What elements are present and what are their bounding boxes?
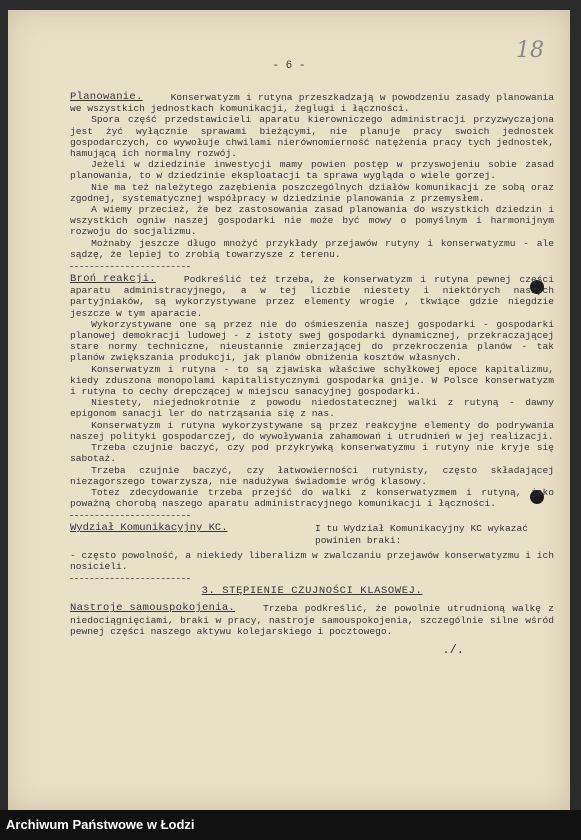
paragraph: Trzeba czujnie baczyć, czy łatwowierności rutynisty, często składającej niezagorszego towarzysza, nie nadużywa świadomie wróg klasowy. <box>70 464 554 487</box>
section-heading: Broń reakcji. <box>70 273 156 286</box>
separator-line <box>70 266 190 267</box>
paragraph: Totez zdecydowanie trzeba przejść do walki z konserwatyzmem i rutyną, jako poważną chorobą naszego aparatu administracyjnego komunikacji i łączności. <box>70 486 554 510</box>
archive-footer: Archiwum Państwowe w Łodzi <box>0 810 581 840</box>
paragraph: Podkreślić też trzeba, że konserwatyzm i rutyna pewnej części aparatu administracyjnego, a w tej liczbie niestety i niektórych naszych partyjniaków, są wykorzystywane przez elementy wrogie , tkwiące gdzie niegdzie jeszcze w tym aparacie. <box>70 274 554 319</box>
paragraph: Konserwatyzm i rutyna - to są zjawiska właściwe schyłkowej epoce kapitalizmu, kiedy zduszona monopolami kapitalistycznymi gospodarka gnije. W Polsce konserwatyzm i rutyna to cechy drepczącej w miejscu sanacyjnej gospodarki. <box>70 363 554 398</box>
separator-line <box>70 578 190 579</box>
section-wydzial <box>70 523 554 545</box>
paragraph: Trzeba podkreślić, że powolnie utrudnioną walkę z niedociągnięciami, braki w pracy, nastroje samouspokojenia, szczególnie silne wśród pewnej części naszego aktywu kolejarskiego i pocztowego. <box>70 603 554 637</box>
section-heading: Planowanie. <box>70 91 143 103</box>
separator-line <box>70 515 190 516</box>
paragraph: Spora część przedstawicieli aparatu kierowniczego administracji przyzwyczajona jest żyć wyłącznie sprawami bieżącymi, nie planuje pracy swoich jednostek gospodarczych, co wywołuje chwilami nierównomierność natężenia pracy tych jednostek, hamującą ich normalny rozwój. <box>70 114 554 160</box>
paragraph: I tu Wydział Komunikacyjny KC wykazać powinien braki: <box>315 523 529 546</box>
list-item: - często powolność, a niekiedy liberalizm w zwalczaniu przejawów konserwatyzmu i ich nosicieli. <box>70 549 554 572</box>
paragraph: Nie ma też należytego zazębienia poszczególnych działów komunikacji ze sobą oraz zgodnej, systematycznej współpracy w dziedzinie planowania z przemysłem. <box>70 181 554 204</box>
paragraph: A wiemy przecież, że bez zastosowania zasad planowania do wszystkich dziedzin i wszystkich ogniw naszej gospodarki nie może być mowy o pomyślnym i harmonijnym rozwoju do socjalizmu. <box>70 204 554 238</box>
chapter-title: 3. STĘPIENIE CZUJNOŚCI KLASOWEJ. <box>201 585 423 598</box>
section-heading: Nastroje samouspokojenia. <box>70 602 236 615</box>
paragraph: Możnaby jeszcze długo mnożyć przykłady przejawów rutyny i konserwatyzmu - ale sądzę, że lepiej to zrobią towarzysze z terenu. <box>70 237 554 260</box>
paragraph: Niestety, niejednokrotnie z powodu niedostatecznej walki z rutyną - dawny epigonom sanacji ler do natrząsania się z nas. <box>70 397 554 420</box>
folio-number: 18 <box>516 38 544 63</box>
paragraph: Trzeba czujnie baczyć, czy pod przykrywką konserwatyzmu i rutyny nie kryje się sabotaż. <box>70 442 554 465</box>
paragraph: Konserwatyzm i rutyna przeszkadzają w powodzeniu zasady planowania we wszystkich jednostkach komunikacji, żeglugi i łączności. <box>70 92 554 115</box>
document-page <box>8 10 570 810</box>
paragraph: Wykorzystywane one są przez nie do ośmieszenia naszej gospodarki - gospodarki planowej demokracji ludowej - z istoty swej gospodarki dynamicznej, przekraczającej stare normy techniczne, nieustannie zmierzającej do przekroczenia planów - tak planów zwiększania produkcji, jak planów obniżenia kosztów własnych. <box>70 318 554 364</box>
section-planowanie <box>70 92 554 656</box>
end-mark: ./. <box>442 642 464 657</box>
paragraph: Jeżeli w dziedzinie inwestycji mamy powien postęp w przyswojeniu sobie zasad planowania, to w dziedzinie eksploatacji ta sprawa wygląda o wiele gorzej. <box>70 159 554 182</box>
section-heading: Wydział Komunikacyjny KC. <box>70 522 228 535</box>
paragraph: Konserwatyzm i rutyna wykorzystywane są przez reakcyjne elementy do podrywania naszej polityki gospodarczej, do wywoływania zahamowań i utrudnień w jej realizacji. <box>70 419 554 442</box>
page-number: - 6 - <box>272 60 306 72</box>
